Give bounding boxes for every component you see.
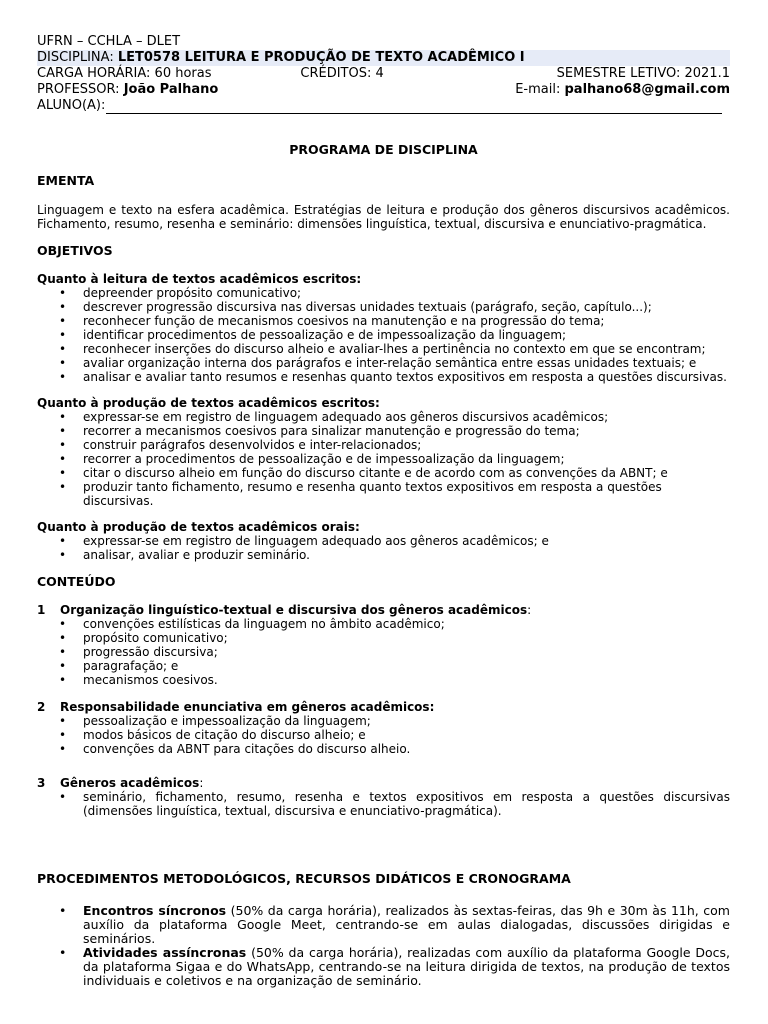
list-item: • propósito comunicativo; bbox=[83, 631, 730, 645]
professor-name: João Palhano bbox=[123, 82, 219, 97]
credits-text: CRÉDITOS: 4 bbox=[300, 66, 384, 81]
unit-title: Organização linguístico-textual e discursiva dos gêneros acadêmicos bbox=[60, 603, 528, 617]
student-name-blank bbox=[106, 101, 722, 114]
list-item: • analisar e avaliar tanto resumos e resenhas quanto textos expositivos em resposta a questões discursivas. bbox=[83, 370, 730, 384]
conteudo-unit-1 bbox=[37, 603, 730, 687]
professor-email-line bbox=[37, 82, 730, 98]
list-item: • analisar, avaliar e produzir seminário. bbox=[83, 548, 730, 562]
list-item bbox=[83, 904, 730, 946]
list-item: • identificar procedimentos de pessoalização e de impessoalização da linguagem; bbox=[83, 328, 730, 342]
semester-text: SEMESTRE LETIVO: 2021.1 bbox=[556, 66, 730, 81]
student-label: ALUNO(A): bbox=[37, 98, 106, 113]
workload-text: CARGA HORÁRIA: 60 horas bbox=[37, 66, 212, 81]
unit-title-wrap bbox=[60, 603, 531, 617]
document-header bbox=[37, 34, 730, 114]
list-item: • reconhecer função de mecanismos coesivos na manutenção e na progressão do tema; bbox=[83, 314, 730, 328]
conteudo-unit-3 bbox=[37, 776, 730, 818]
list-item: • depreender propósito comunicativo; bbox=[83, 286, 730, 300]
objetivos-list bbox=[37, 286, 730, 384]
conteudo-list bbox=[37, 617, 730, 687]
email-value: palhano68@gmail.com bbox=[564, 82, 730, 97]
unit-title-wrap bbox=[60, 700, 434, 714]
unit-title: Gêneros acadêmicos bbox=[60, 776, 200, 790]
list-item: • expressar-se em registro de linguagem adequado aos gêneros discursivos acadêmicos; bbox=[83, 410, 730, 424]
item-text: (50% da carga horária), realizadas com auxílio da plataforma Google Docs, da plataforma Sigaa e do WhatsApp, centrando-se na leitura dirigida de textos, na produção de textos individuais e coletivos e na organização de seminário. bbox=[83, 945, 730, 988]
objetivos-group-title: Quanto à produção de textos acadêmicos orais: bbox=[37, 520, 360, 534]
objetivos-list bbox=[37, 410, 730, 508]
course-line bbox=[37, 50, 730, 66]
list-item: • progressão discursiva; bbox=[83, 645, 730, 659]
unit-title-row bbox=[37, 776, 730, 790]
list-item: • pessoalização e impessoalização da linguagem; bbox=[83, 714, 730, 728]
list-item: • mecanismos coesivos. bbox=[83, 673, 730, 687]
procedimentos-heading: PROCEDIMENTOS METODOLÓGICOS, RECURSOS DIDÁTICOS E CRONOGRAMA bbox=[37, 871, 571, 886]
list-item: • modos básicos de citação do discurso alheio; e bbox=[83, 728, 730, 742]
list-item: • produzir tanto fichamento, resumo e resenha quanto textos expositivos em resposta a questões discursivas. bbox=[83, 480, 730, 508]
list-item: • descrever progressão discursiva nas diversas unidades textuais (parágrafo, seção, capítulo...); bbox=[83, 300, 730, 314]
workload-credits-semester-line bbox=[37, 66, 730, 82]
list-item bbox=[83, 946, 730, 988]
item-bold-lead: Encontros síncronos bbox=[83, 903, 227, 918]
objetivos-group-reading bbox=[37, 272, 730, 384]
unit-number: 2 bbox=[37, 700, 46, 714]
unit-title: Responsabilidade enunciativa em gêneros acadêmicos: bbox=[60, 700, 435, 714]
list-item: • avaliar organização interna dos parágrafos e inter-relação semântica entre essas unidades textuais; e bbox=[83, 356, 730, 370]
list-item: • seminário, fichamento, resumo, resenha e textos expositivos em resposta a questões discursivas (dimensões linguística, textual, discursiva e enunciativo-pragmática). bbox=[83, 790, 730, 818]
course-value: LET0578 LEITURA E PRODUÇÃO DE TEXTO ACADÊMICO I bbox=[117, 50, 525, 65]
objetivos-list bbox=[37, 534, 730, 562]
conteudo-list bbox=[37, 714, 730, 756]
email-field bbox=[515, 82, 730, 98]
objetivos-group-title: Quanto à produção de textos acadêmicos escritos: bbox=[37, 396, 380, 410]
unit-title-wrap bbox=[60, 776, 203, 790]
ementa-heading: EMENTA bbox=[37, 173, 95, 188]
list-item: • convenções estilísticas da linguagem no âmbito acadêmico; bbox=[83, 617, 730, 631]
conteudo-unit-2 bbox=[37, 700, 730, 756]
document-body bbox=[37, 143, 730, 988]
list-item: • recorrer a mecanismos coesivos para sinalizar manutenção e progressão do tema; bbox=[83, 424, 730, 438]
student-line bbox=[37, 98, 730, 114]
ementa-text: Linguagem e texto na esfera acadêmica. Estratégias de leitura e produção dos gêneros discursivos acadêmicos. Fichamento, resumo, resenha e seminário: dimensões linguística, textual, discursiva e enunciativo-pragmática. bbox=[37, 203, 730, 231]
list-item: • citar o discurso alheio em função do discurso citante e de acordo com as convenções da ABNT; e bbox=[83, 466, 730, 480]
objetivos-group-oral bbox=[37, 520, 730, 562]
professor-label: PROFESSOR: bbox=[37, 82, 120, 97]
procedimentos-section bbox=[37, 904, 730, 988]
list-item: • construir parágrafos desenvolvidos e inter-relacionados; bbox=[83, 438, 730, 452]
email-label: E-mail: bbox=[515, 82, 561, 97]
unit-number: 1 bbox=[37, 603, 46, 617]
objetivos-heading: OBJETIVOS bbox=[37, 243, 113, 258]
item-bold-lead: Atividades assíncronas bbox=[83, 945, 247, 960]
conteudo-list bbox=[37, 790, 730, 818]
procedimentos-list bbox=[37, 904, 730, 988]
list-item: • expressar-se em registro de linguagem adequado aos gêneros acadêmicos; e bbox=[83, 534, 730, 548]
conteudo-heading: CONTEÚDO bbox=[37, 574, 116, 589]
item-text: (50% da carga horária), realizados às sextas-feiras, das 9h e 30m às 11h, com auxílio da plataforma Google Meet, centrando-se em aulas dialogadas, discussões dirigidas e seminários. bbox=[83, 903, 730, 946]
unit-title-suffix: : bbox=[199, 776, 204, 790]
list-item: • convenções da ABNT para citações do discurso alheio. bbox=[83, 742, 730, 756]
list-item: • recorrer a procedimentos de pessoalização e de impessoalização da linguagem; bbox=[83, 452, 730, 466]
unit-number: 3 bbox=[37, 776, 46, 790]
professor-field bbox=[37, 82, 218, 98]
institution-line: UFRN – CCHLA – DLET bbox=[37, 34, 181, 49]
unit-title-suffix: : bbox=[527, 603, 532, 617]
unit-title-row bbox=[37, 603, 730, 617]
objetivos-group-title: Quanto à leitura de textos acadêmicos escritos: bbox=[37, 272, 362, 286]
list-item: • reconhecer inserções do discurso alheio e avaliar-lhes a pertinência no contexto em que se encontram; bbox=[83, 342, 730, 356]
list-item: • paragrafação; e bbox=[83, 659, 730, 673]
course-label: DISCIPLINA: bbox=[37, 50, 114, 65]
document-title: PROGRAMA DE DISCIPLINA bbox=[289, 142, 478, 157]
unit-title-row bbox=[37, 700, 730, 714]
objetivos-group-writing bbox=[37, 396, 730, 508]
